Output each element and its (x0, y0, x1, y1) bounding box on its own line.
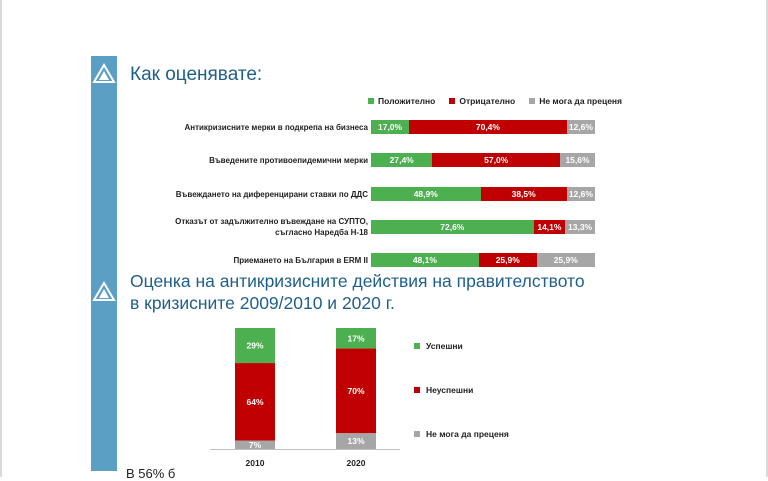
bar-segment: 12,6% (567, 120, 595, 134)
bar-segment: 27,4% (371, 153, 432, 167)
bar-category-label: Въведените противоепидемични мерки (209, 155, 368, 165)
legend-label: Успешни (426, 341, 463, 351)
bar-segment: 70,4% (409, 120, 567, 134)
bar-value-label: 29% (246, 340, 264, 351)
legend-label: Не мога да преценя (539, 96, 623, 106)
section1-title: Как оценявате: (130, 64, 263, 85)
bar-segment: 15,6% (560, 153, 595, 167)
legend-label: Положително (378, 96, 436, 106)
bar-segment: 17,0% (371, 120, 409, 134)
bar-segment: 14,1% (534, 220, 566, 234)
bar-segment: 57,0% (432, 153, 560, 167)
bar-value-label: 13% (347, 436, 365, 447)
bar-segment: 48,9% (371, 187, 481, 201)
legend-swatch (414, 431, 420, 437)
bar-category-label: Въвеждането на диференцирани ставки по ДДС (175, 189, 368, 199)
section2-title-line2: в кризисните 2009/2010 и 2020 г. (130, 293, 395, 313)
bar-segment: 13,3% (565, 220, 595, 234)
bar-category-label: Антикризисните мерки в подкрепа на бизнеса (184, 122, 368, 132)
legend-swatch (414, 387, 420, 393)
bar-category-label: Приемането на България в ERM II (233, 255, 368, 265)
bar-segment: 12,6% (567, 187, 595, 201)
legend-label: Неуспешни (426, 385, 474, 395)
bottom-text: В 56% б (126, 466, 176, 481)
legend-label: Отрицателно (459, 96, 516, 106)
bar-segment: 25,9% (479, 253, 537, 267)
section2-title-line1: Оценка на антикризисните действия на правителството (130, 271, 585, 291)
legend-label: Не мога да преценя (426, 429, 509, 439)
bar-segment: 72,6% (371, 220, 534, 234)
x-tick-label: 2010 (245, 458, 265, 468)
bar-segment: 25,9% (537, 253, 595, 267)
bar-category-label: Отказът от задължително въвеждане на СУПТО, съгласно Наредба Н-18 (175, 217, 368, 237)
bar-value-label: 17% (347, 333, 365, 344)
bar-segment: 38,5% (481, 187, 567, 201)
x-tick-label: 2020 (346, 458, 366, 468)
bar-segment: 48,1% (371, 253, 479, 267)
bar-value-label: 70% (347, 385, 365, 396)
bar-value-label: 7% (248, 439, 262, 450)
legend-swatch (414, 343, 420, 349)
bar-value-label: 64% (246, 396, 264, 407)
